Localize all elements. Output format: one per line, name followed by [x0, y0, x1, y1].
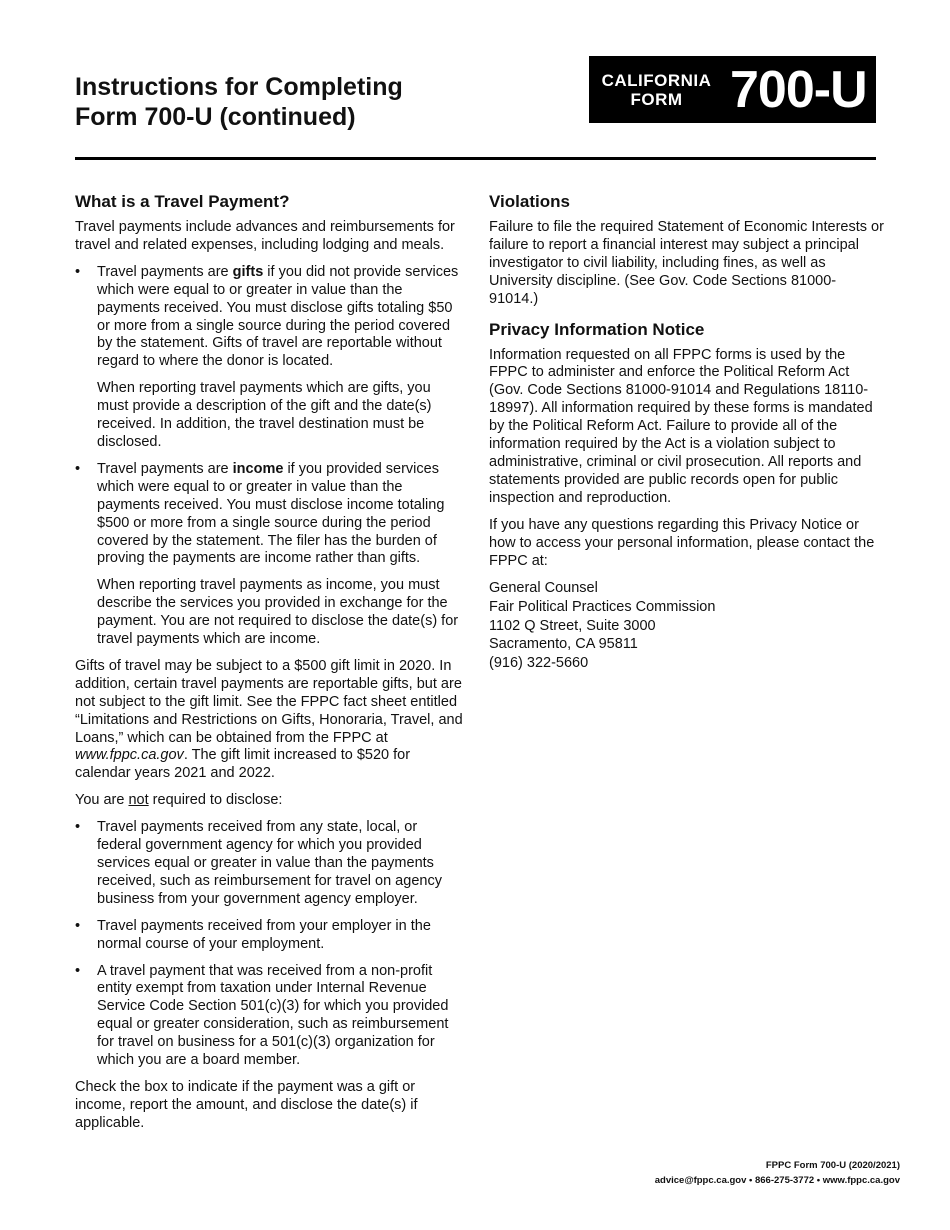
- gifts-term: gifts: [232, 263, 264, 280]
- bullet-employer: • Travel payments received from your employer in the normal course of your employment.: [75, 918, 465, 954]
- footer-form-id: FPPC Form 700-U (2020/2021): [765, 1160, 900, 1171]
- bullet-government-agency: • Travel payments received from any state, local, or federal government agency for which you provided services equal or greater in value than the payments received, such as reimbursement for travel on agency business from your government agency employer.: [75, 819, 465, 909]
- title-line-1: Instructions for Completing: [75, 73, 403, 101]
- travel-payment-heading: What is a Travel Payment?: [75, 192, 290, 211]
- right-column: [489, 192, 884, 672]
- address-line: General Counsel: [489, 580, 598, 597]
- contact-address: [489, 579, 884, 672]
- form-badge: [589, 56, 876, 123]
- not-required-intro: You are not required to disclose:: [75, 792, 283, 809]
- badge-line-2: FORM: [630, 89, 683, 109]
- privacy-text: Information requested on all FPPC forms is used by the FPPC to administer and enforce the Political Reform Act (Gov. Code Sections 81000-91014 and Regulations 18110-18997). All information required by these forms is mandated by the Political Reform Act. Failure to provide all of the information required by the Act is a violation subject to administrative, criminal or civil prosecution. All reports and statements provided are public records open for public inspection and reproduction.: [489, 346, 873, 506]
- badge-line-1: CALIFORNIA: [601, 70, 712, 90]
- bullet-nonprofit: • A travel payment that was received from a non-profit entity exempt from taxation under Internal Revenue Service Code Section 501(c)(3) for which you provided equal or greater consideration, such as reimbursement for travel on business for a 501(c)(3) organization for which you are a board member.: [75, 963, 465, 1070]
- bullet-gifts-note: When reporting travel payments which are gifts, you must provide a description of the gift and the date(s) received. In addition, the travel destination must be disclosed.: [97, 380, 432, 450]
- bullet-income: • Travel payments are income if you provided services which were equal to or greater in value than the payments received. You must disclose income totaling $500 or more from a single source during the period covered by the statement. The filer has the burden of proving the payments are income rather than gifts.: [75, 461, 465, 568]
- address-line: 1102 Q Street, Suite 3000: [489, 617, 656, 634]
- page-title: [75, 72, 545, 132]
- questions-text: If you have any questions regarding this Privacy Notice or how to access your personal information, please contact the FPPC at:: [489, 516, 875, 569]
- page-footer: [655, 1158, 900, 1188]
- fppc-website-link[interactable]: www.fppc.ca.gov: [75, 747, 184, 764]
- income-term: income: [232, 460, 284, 477]
- travel-payment-intro: Travel payments include advances and reimbursements for travel and related expenses, including lodging and meals.: [75, 219, 455, 253]
- badge-form-number: 700-U: [730, 60, 867, 119]
- privacy-heading: Privacy Information Notice: [489, 319, 705, 339]
- violations-text: Failure to file the required Statement of Economic Interests or failure to report a financial interest may subject a principal investigator to civil liability, including fines, as well as University discipline. (See Gov. Code Sections 81000-91014.): [489, 219, 884, 307]
- violations-heading: Violations: [489, 192, 570, 211]
- badge-label: [589, 71, 724, 109]
- address-line: Sacramento, CA 95811: [489, 636, 638, 653]
- bullet-income-note: When reporting travel payments as income, you must describe the services you provided in exchange for the payment. You are not required to disclose the date(s) for travel payments which are income.: [97, 577, 459, 648]
- address-line: Fair Political Practices Commission: [489, 599, 716, 615]
- closing-instructions: Check the box to indicate if the payment was a gift or income, report the amount, and disclose the date(s) if applicable.: [75, 1078, 418, 1131]
- phone-number: (916) 322-5660: [489, 654, 589, 671]
- footer-contact: advice@fppc.ca.gov • 866-275-3772 • www.fppc.ca.gov: [654, 1175, 900, 1186]
- gift-limit-paragraph: Gifts of travel may be subject to a $500 gift limit in 2020. In addition, certain travel payments are reportable gifts, but are not subject to the gift limit. See the FPPC fact sheet entitled “Limitations and Restrictions on Gifts, Honoraria, Travel, and Loans,” which can be obtained from the FPPC at www.fppc.ca.gov. The gift limit increased to $520 for calendar years 2021 and 2022.: [75, 657, 463, 782]
- title-line-2: Form 700-U (continued): [75, 103, 356, 131]
- bullet-gifts: • Travel payments are gifts if you did not provide services which were equal to or greater in value than the payments received. You must disclose gifts totaling $50 or more from a single source during the period covered by the statement. Gifts of travel are reportable without regard to where the donor is located.: [75, 264, 465, 371]
- left-column: [75, 192, 465, 1142]
- header-divider: [75, 157, 876, 160]
